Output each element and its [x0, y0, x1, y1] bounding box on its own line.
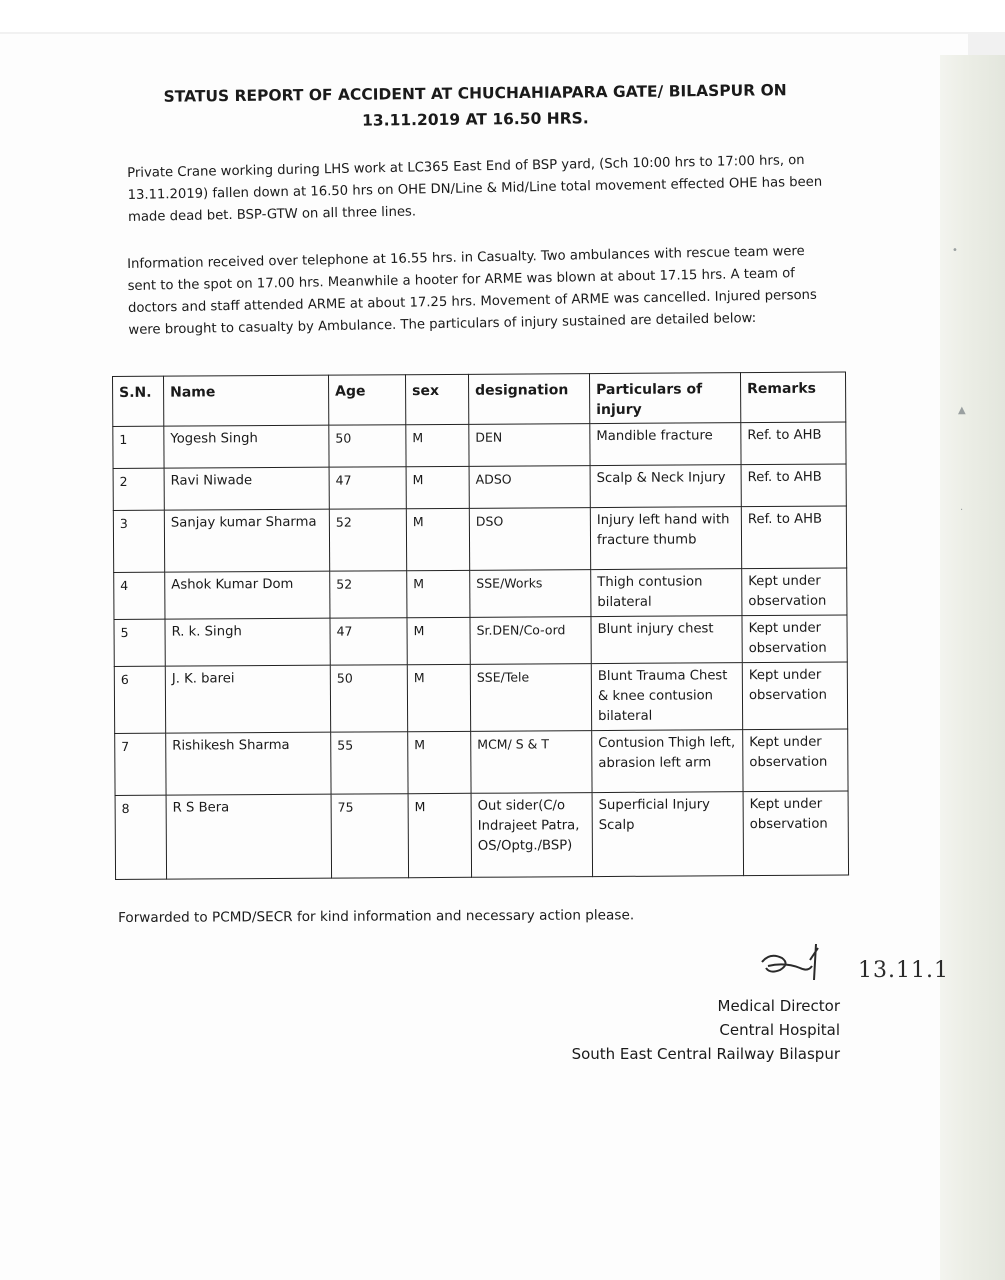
title-line-1: STATUS REPORT OF ACCIDENT AT CHUCHAHIAPARA GATE/ BILASPUR ON — [163, 81, 787, 106]
cell-designation: Out sider(C/o Indrajeet Patra, OS/Optg./BSP) — [471, 793, 593, 878]
response-paragraph: Information received over telephone at 16.55 hrs. in Casualty. Two ambulances with rescue team were sent to the spot on 17.00 hrs. Meanwhile a hooter for ARME was blown at about 17.15 hrs. A team of doctors and staff attended ARME at about 17.25 hrs. Movement of ARME was cancelled. Injured persons were brought to casualty by Ambulance. The particulars of injury sustained are detailed below: — [127, 243, 817, 338]
header-name: Name — [164, 375, 329, 426]
cell-name: Ravi Niwade — [164, 467, 329, 510]
cell-sex: M — [408, 731, 471, 793]
cell-particulars: Scalp & Neck Injury — [590, 465, 741, 508]
header-remarks: Remarks — [740, 372, 845, 423]
cell-particulars: Mandible fracture — [590, 423, 741, 466]
table-row — [113, 422, 846, 468]
table-row — [114, 615, 847, 666]
cell-remarks: Ref. to AHB — [741, 506, 846, 569]
cell-age: 52 — [330, 571, 407, 618]
cell-sn: 7 — [115, 733, 166, 795]
cell-name: Rishikesh Sharma — [166, 732, 331, 795]
cell-particulars: Injury left hand with fracture thumb — [590, 507, 741, 570]
cell-age: 50 — [329, 425, 406, 467]
cell-particulars: Contusion Thigh left, abrasion left arm — [592, 730, 743, 793]
header-designation: designation — [468, 374, 589, 425]
cell-remarks: Kept under observation — [742, 568, 847, 616]
table-row — [113, 506, 846, 572]
cell-sex: M — [408, 793, 472, 877]
incident-paragraph: Private Crane working during LHS work at LC365 East End of BSP yard, (Sch 10:00 hrs to 17:00 hrs, on 13.11.2019) fallen down at 16.50 hrs on OHE DN/Line & Mid/Line total movement effected OHE has been made dead bet. BSP-GTW on all three lines. — [127, 152, 823, 225]
header-age: Age — [328, 375, 405, 425]
cell-sex: M — [406, 424, 469, 466]
cell-name: Ashok Kumar Dom — [165, 571, 330, 619]
cell-remarks: Kept under observation — [743, 729, 848, 792]
header-sn: S.N. — [113, 376, 164, 426]
title-line-2: 13.11.2019 AT 16.50 HRS. — [361, 109, 589, 130]
forwarding-note: Forwarded to PCMD/SECR for kind information and necessary action please. — [118, 907, 635, 926]
edge-mark: ▲ — [958, 405, 966, 416]
cell-remarks: Kept under observation — [742, 615, 847, 663]
cell-name: R S Bera — [166, 794, 332, 879]
table-row — [115, 791, 848, 879]
cell-designation: DEN — [469, 424, 590, 467]
cell-name: Yogesh Singh — [164, 425, 329, 468]
signature-date: 13.11.1 — [858, 958, 949, 983]
cell-age: 50 — [330, 665, 407, 732]
cell-sn: 8 — [115, 795, 167, 879]
cell-sn: 6 — [114, 666, 165, 733]
cell-age: 52 — [329, 509, 406, 571]
signatory-block — [540, 994, 840, 1066]
cell-age: 55 — [331, 732, 408, 794]
table-row — [114, 568, 847, 619]
signatory-title: Medical Director — [717, 997, 840, 1015]
cell-remarks: Ref. to AHB — [741, 422, 846, 465]
cell-sn: 2 — [113, 468, 164, 510]
cell-sn: 1 — [113, 426, 164, 468]
signatory-organization: South East Central Railway Bilaspur — [571, 1045, 840, 1063]
cell-age: 47 — [329, 467, 406, 509]
table-row — [113, 464, 846, 510]
cell-designation: MCM/ S & T — [471, 731, 592, 794]
cell-particulars: Blunt Trauma Chest & knee contusion bilateral — [591, 663, 742, 731]
cell-name: R. k. Singh — [165, 618, 330, 666]
header-sex: sex — [405, 374, 468, 424]
cell-name: Sanjay kumar Sharma — [164, 509, 329, 572]
injury-table — [112, 372, 849, 880]
cell-sex: M — [407, 664, 470, 731]
cell-age: 47 — [330, 618, 407, 665]
cell-sex: M — [407, 570, 470, 617]
cell-remarks: Ref. to AHB — [741, 464, 846, 507]
cell-designation: SSE/Tele — [470, 664, 591, 732]
table-header-row — [113, 372, 846, 426]
adjacent-page-edge — [940, 55, 1005, 1280]
cell-designation: SSE/Works — [470, 570, 591, 618]
cell-sex: M — [406, 508, 469, 570]
cell-designation: Sr.DEN/Co-ord — [470, 617, 591, 665]
cell-designation: DSO — [469, 508, 590, 571]
cell-sex: M — [407, 617, 470, 664]
cell-sn: 3 — [113, 510, 164, 572]
header-particulars: Particulars of injury — [589, 373, 740, 424]
table-row — [114, 662, 847, 733]
cell-particulars: Superficial Injury Scalp — [592, 792, 744, 877]
top-bar — [0, 0, 1005, 32]
cell-sn: 5 — [114, 619, 165, 666]
cell-particulars: Blunt injury chest — [591, 616, 742, 664]
cell-sex: M — [406, 466, 469, 508]
cell-particulars: Thigh contusion bilateral — [591, 569, 742, 617]
edge-mark: · — [960, 505, 964, 516]
cell-name: J. K. barei — [165, 665, 330, 733]
signatory-office: Central Hospital — [719, 1021, 840, 1039]
cell-designation: ADSO — [469, 466, 590, 509]
cell-remarks: Kept under observation — [743, 791, 849, 876]
table-row — [115, 729, 848, 795]
cell-age: 75 — [331, 794, 409, 878]
handwritten-signature — [760, 940, 990, 990]
report-title — [140, 77, 811, 136]
cell-remarks: Kept under observation — [742, 662, 847, 730]
cell-sn: 4 — [114, 572, 165, 619]
edge-mark: • — [952, 245, 958, 256]
